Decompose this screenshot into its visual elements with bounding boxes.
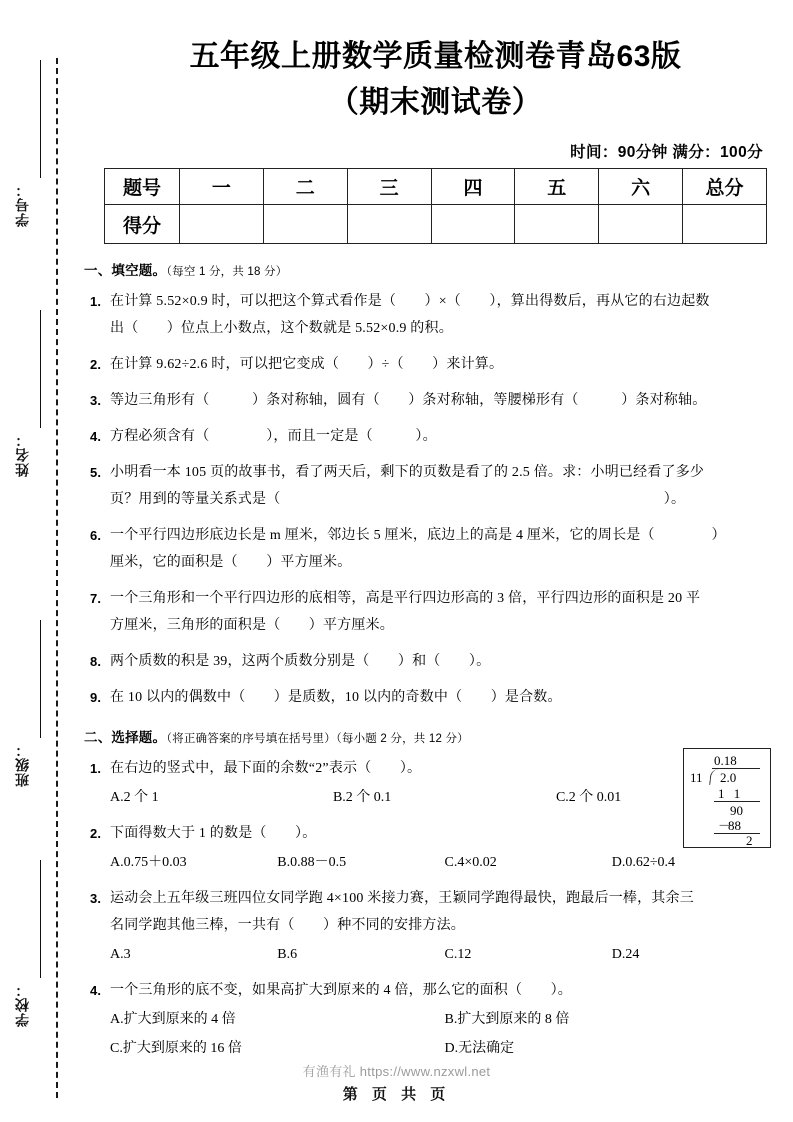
score-cell-total[interactable] (683, 205, 767, 244)
question-text-line: 出（ ）位点上小数点，这个数就是 5.52×0.9 的积。 (110, 321, 453, 336)
score-cell-5[interactable] (515, 205, 599, 244)
exam-page (78, 0, 793, 1122)
option-b[interactable]: B.6 (277, 947, 298, 962)
score-col-total: 总分 (683, 169, 767, 205)
question-2-3 (84, 885, 779, 939)
question-text-line: 在计算 9.62÷2.6 时，可以把它变成（ ）÷（ ）来计算。 (110, 357, 504, 372)
question-text-line: 页？用到的等量关系式是（ ）。 (110, 492, 686, 507)
section-header-multiple-choice (84, 726, 779, 746)
option-b[interactable]: B.0.88－0.5 (277, 855, 347, 870)
question-text-line: 等边三角形有（ ）条对称轴，圆有（ ）条对称轴，等腰梯形有（ ）条对称轴。 (110, 393, 707, 408)
option-c[interactable]: C.2 个 0.01 (555, 790, 622, 805)
section-title: 一、填空题。 (84, 263, 167, 278)
question-1-1 (84, 288, 779, 342)
score-col-3: 三 (347, 169, 431, 205)
question-text-line: 方程必须含有（ ），而且一定是（ ）。 (110, 429, 437, 444)
section-subtitle: （将正确答案的序号填在括号里）（每小题 2 分，共 12 分） (166, 733, 469, 745)
options-2-4-row1 (84, 1007, 779, 1033)
option-c[interactable]: C.扩大到原来的 16 倍 (110, 1041, 242, 1056)
division-bar-1 (714, 801, 760, 802)
question-number: 8. (90, 654, 102, 669)
question-number: 4. (90, 983, 102, 998)
division-divisor: 11 (690, 770, 703, 785)
margin-label-student-id: 学号： (14, 182, 30, 227)
margin-label-school: 学校： (14, 982, 30, 1027)
page-footer (0, 1061, 793, 1104)
option-a[interactable]: A.0.75＋0.03 (110, 855, 187, 870)
write-rule-line (40, 620, 41, 738)
question-2-2 (84, 820, 779, 847)
row-label-question-no: 题号 (105, 169, 180, 205)
question-text-line: 厘米，它的面积是（ ）平方厘米。 (110, 555, 352, 570)
question-text-line: 一个三角形的底不变，如果高扩大到原来的 4 倍，那么它的面积（ ）。 (110, 983, 572, 998)
section-subtitle: （每空 1 分，共 18 分） (166, 266, 288, 278)
division-remainder-1: 90 (730, 803, 743, 818)
table-row-question-numbers (105, 169, 767, 205)
option-a[interactable]: A.2 个 1 (110, 790, 159, 805)
question-number: 2. (90, 357, 102, 372)
option-c[interactable]: C.12 (444, 947, 472, 962)
question-number: 5. (90, 465, 102, 480)
question-1-3 (84, 387, 779, 414)
division-bracket-icon (709, 769, 719, 785)
watermark-text: 有渔有礼 https://www.nzxwl.net (302, 1064, 491, 1079)
division-bar-2 (714, 833, 760, 834)
question-number: 3. (90, 393, 102, 408)
division-step-2: 88 (728, 818, 741, 833)
question-1-9 (84, 684, 779, 711)
option-d[interactable]: D.24 (611, 947, 640, 962)
option-b[interactable]: B.2 个 0.1 (332, 790, 392, 805)
question-1-7 (84, 585, 779, 639)
section-fill-in-blank (84, 259, 779, 711)
option-a[interactable]: A.扩大到原来的 4 倍 (110, 1012, 236, 1027)
question-text-line: 在右边的竖式中，最下面的余数“2”表示（ ）。 (110, 761, 422, 776)
options-2-3 (84, 942, 779, 968)
question-text-line: 在 10 以内的偶数中（ ）是质数，10 以内的奇数中（ ）是合数。 (110, 690, 562, 705)
score-table (104, 168, 767, 244)
question-text-line: 下面得数大于 1 的数是（ ）。 (110, 826, 317, 841)
question-number: 7. (90, 591, 102, 606)
question-number: 4. (90, 429, 102, 444)
score-col-5: 五 (515, 169, 599, 205)
question-text-line: 运动会上五年级三班四位女同学跑 4×100 米接力赛，王颖同学跑得最快，跑最后一棒，其余三 (110, 891, 694, 906)
table-row-scores (105, 205, 767, 244)
question-1-2 (84, 351, 779, 378)
question-text-line: 在计算 5.52×0.9 时，可以把这个算式看作是（ ）×（ ），算出得数后，再从它的右边起数 (110, 294, 710, 309)
write-rule-line (40, 310, 41, 428)
question-text-line: 两个质数的积是 39，这两个质数分别是（ ）和（ ）。 (110, 654, 491, 669)
binding-dashed-line (56, 58, 58, 1098)
write-rule-line (40, 860, 41, 978)
question-number: 2. (90, 826, 102, 841)
title-line-1: 五年级上册数学质量检测卷青岛63版 (189, 40, 682, 73)
page-counter: 第 页 共 页 (342, 1086, 451, 1103)
title-line-2: （期末测试卷） (328, 86, 543, 119)
margin-label-class: 班级： (14, 742, 30, 787)
question-2-1 (84, 755, 779, 782)
question-number: 6. (90, 528, 102, 543)
score-cell-3[interactable] (347, 205, 431, 244)
margin-label-name: 姓名： (14, 432, 30, 477)
division-dividend: 2.0 (720, 770, 737, 785)
row-label-score: 得分 (105, 205, 180, 244)
page-title (78, 0, 793, 126)
question-number: 1. (90, 294, 102, 309)
section-header-fill-in-blank (84, 259, 779, 279)
question-1-5 (84, 459, 779, 513)
options-2-1 (84, 785, 779, 811)
question-number: 9. (90, 690, 102, 705)
options-2-4-row2 (84, 1036, 779, 1062)
score-cell-6[interactable] (599, 205, 683, 244)
question-2-4 (84, 977, 779, 1004)
question-text-line: 一个平行四边形底边长是 m 厘米，邻边长 5 厘米，底边上的高是 4 厘米，它的周长是（ ） (110, 528, 726, 543)
question-1-8 (84, 648, 779, 675)
question-text-line: 小明看一本 105 页的故事书，看了两天后，剩下的页数是看了的 2.5 倍。求：小明已经看了多少 (110, 465, 705, 480)
option-b[interactable]: B.扩大到原来的 8 倍 (444, 1012, 570, 1027)
question-number: 3. (90, 891, 102, 906)
score-cell-2[interactable] (263, 205, 347, 244)
question-number: 1. (90, 761, 102, 776)
score-col-6: 六 (599, 169, 683, 205)
question-text-line: 方厘米，三角形的面积是（ ）平方厘米。 (110, 618, 394, 633)
section-multiple-choice (84, 726, 779, 1062)
score-col-4: 四 (431, 169, 515, 205)
question-text-line: 名同学跑其他三棒，一共有（ ）种不同的安排方法。 (110, 918, 465, 933)
division-quotient-bar (712, 768, 760, 769)
division-quotient: 0.18 (714, 753, 737, 768)
option-d[interactable]: D.0.62÷0.4 (611, 855, 676, 870)
binding-margin (0, 0, 78, 1122)
long-division-figure (683, 748, 771, 848)
score-col-1: 一 (180, 169, 264, 205)
score-cell-1[interactable] (180, 205, 264, 244)
division-step-1: 1 1 (718, 786, 744, 801)
division-remainder-2: 2 (746, 833, 753, 848)
option-d[interactable]: D.无法确定 (444, 1041, 515, 1056)
question-1-6 (84, 522, 779, 576)
exam-meta-info: 时间：90分钟 满分：100分 (570, 144, 763, 161)
write-rule-line (40, 60, 41, 178)
option-c[interactable]: C.4×0.02 (444, 855, 497, 870)
section-title: 二、选择题。 (84, 730, 167, 745)
score-table-container (104, 168, 767, 244)
question-text-line: 一个三角形和一个平行四边形的底相等，高是平行四边形高的 3 倍，平行四边形的面积是 20 平 (110, 591, 701, 606)
score-col-2: 二 (263, 169, 347, 205)
options-2-2 (84, 850, 779, 876)
option-a[interactable]: A.3 (110, 947, 131, 962)
division-minus-sign: － (718, 818, 732, 833)
score-cell-4[interactable] (431, 205, 515, 244)
question-1-4 (84, 423, 779, 450)
